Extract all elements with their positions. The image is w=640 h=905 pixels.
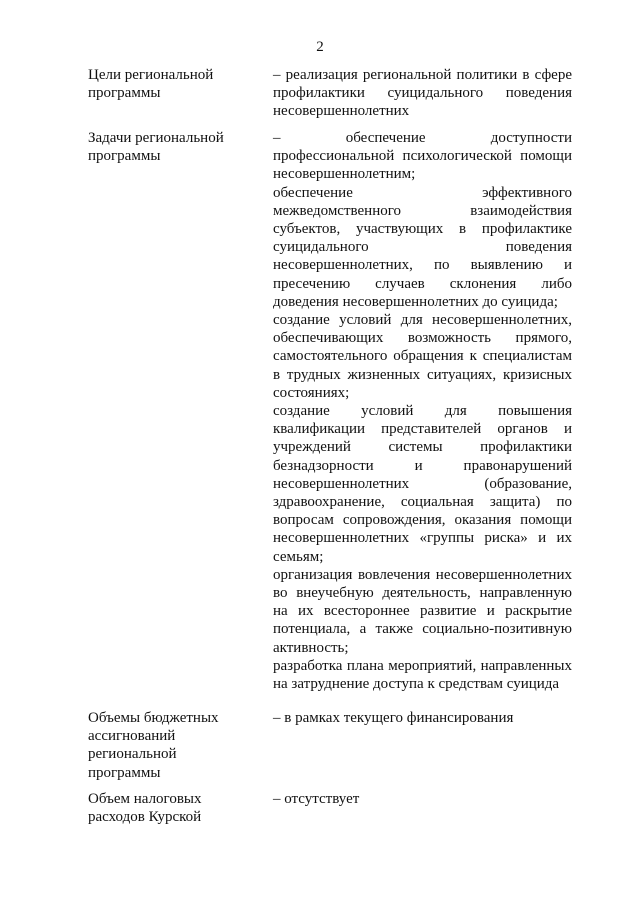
tax-text: – отсутствует bbox=[273, 791, 360, 807]
tax-label: Объем налоговых расходов Курской bbox=[88, 791, 202, 826]
task-item: создание условий для несовершеннолетних, обеспечивающих возможность прямого, самостоятельного обращения к специалистам в трудных жизненных ситуациях, кризисных состояниях; bbox=[273, 312, 572, 401]
goals-text: – реализация региональной политики в сфере профилактики суицидального поведения несовершеннолетних bbox=[273, 67, 572, 120]
tasks-value bbox=[273, 129, 572, 693]
goals-row bbox=[88, 66, 572, 121]
goals-label: Цели региональной программы bbox=[88, 67, 214, 102]
tasks-row bbox=[88, 129, 572, 693]
budget-value bbox=[273, 709, 572, 782]
goals-value bbox=[273, 66, 572, 121]
task-item: обеспечение эффективного межведомственного взаимодействия субъектов, участвующих в профилактике суицидального поведения несовершеннолетних, по выявлению и пресечению случаев склонения либо доведения несовершеннолетних до суицида; bbox=[273, 184, 572, 310]
task-item: организация вовлечения несовершеннолетних во внеучебную деятельность, направленную на их всестороннее развитие и раскрытие потенциала, а также социально-позитивную активность; bbox=[273, 566, 572, 656]
page-number: 2 bbox=[316, 39, 324, 55]
task-item: – обеспечение доступности профессиональной психологической помощи несовершеннолетним; bbox=[273, 130, 572, 183]
tasks-label: Задачи региональной программы bbox=[88, 130, 224, 165]
tax-row bbox=[88, 790, 572, 826]
task-item: создание условий для повышения квалификации представителей органов и учреждений системы профилактики безнадзорности и правонарушений несовершеннолетних (образование, здравоохранение, социальная защита) по вопросам сопровождения, оказания помощи несовершеннолетних «группы риска» и их семьям; bbox=[273, 403, 572, 565]
budget-text: – в рамках текущего финансирования bbox=[273, 710, 514, 726]
budget-row bbox=[88, 709, 572, 782]
tax-value bbox=[273, 790, 572, 826]
budget-label: Объемы бюджетных ассигнований региональной программы bbox=[88, 710, 219, 781]
task-item: разработка плана мероприятий, направленных на затруднение доступа к средствам суицида bbox=[273, 657, 572, 693]
